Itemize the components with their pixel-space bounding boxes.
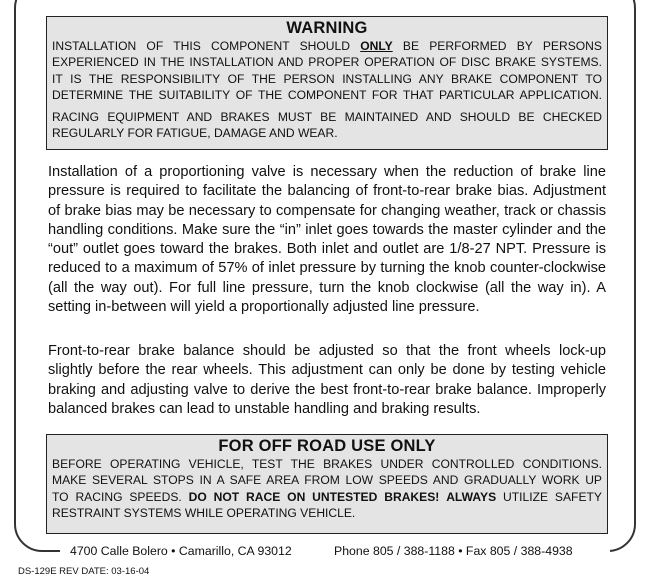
- body-paragraph-1: Installation of a proportioning valve is necessary when the reduction of brake line pressure is required to facilitate the balancing of front-to-rear brake bias. Adjustment of brake bias may be necessary to compensate for changing weather, track or chassis handling conditions. Make sure the “in” inlet goes towards the master cylinder and the “out” outlet goes toward the brakes. Both inlet and outlet are 1/8-27 NPT. Pressure is reduced to a maximum of 57% of inlet pressure by turning the knob counter-clockwise (all the way out). For full line pressure, turn the knob clockwise (all the way in). A setting in-between will yield a proportionally adjusted line pressure.: [48, 164, 606, 316]
- off-road-do-not-race: DO NOT RACE ON UNTESTED BRAKES!: [188, 489, 440, 504]
- warning-box: [46, 16, 608, 150]
- footer: [0, 544, 650, 564]
- off-road-always: ALWAYS: [446, 489, 497, 504]
- off-road-box: [46, 434, 608, 534]
- warning-only-emphasis: ONLY: [360, 39, 393, 53]
- footer-phone: Phone 805 / 388-1188 • Fax 805 / 388-4938: [334, 544, 573, 558]
- warning-title: WARNING: [286, 19, 368, 37]
- warning-line-5: RACING EQUIPMENT AND BRAKES MUST BE MAINTAINED AND SHOULD BE CHECKED: [52, 110, 602, 125]
- off-road-title: FOR OFF ROAD USE ONLY: [218, 437, 436, 455]
- off-road-line-2: MAKE SEVERAL STOPS IN A SAFE AREA FROM LOW SPEEDS AND GRADUALLY WORK UP: [52, 473, 602, 488]
- off-road-line-4: RESTRAINT SYSTEMS WHILE OPERATING VEHICLE.: [52, 505, 356, 520]
- warning-line-6: REGULARLY FOR FATIGUE, DAMAGE AND WEAR.: [52, 126, 338, 141]
- warning-line-1: INSTALLATION OF THIS COMPONENT SHOULD ONLY BE PERFORMED BY PERSONS: [52, 39, 602, 53]
- document-id: DS-129E REV DATE: 03-16-04: [18, 566, 150, 577]
- warning-line-2: EXPERIENCED IN THE INSTALLATION AND PROPER OPERATION OF DISC BRAKE SYSTEMS.: [52, 55, 602, 70]
- footer-address: 4700 Calle Bolero • Camarillo, CA 93012: [70, 544, 292, 558]
- off-road-line-1: BEFORE OPERATING VEHICLE, TEST THE BRAKES UNDER CONTROLLED CONDITIONS.: [52, 457, 602, 471]
- warning-line-3: IT IS THE RESPONSIBILITY OF THE PERSON INSTALLING ANY BRAKE COMPONENT TO: [52, 71, 602, 86]
- off-road-line-3: TO RACING SPEEDS. DO NOT RACE ON UNTESTED BRAKES! ALWAYS UTILIZE SAFETY: [52, 489, 602, 504]
- body-paragraph-2: Front-to-rear brake balance should be adjusted so that the front wheels lock-up slightly before the rear wheels. This adjustment can only be done by testing vehicle braking and adjusting valve to derive the best front-to-rear brake balance. Improperly balanced brakes can lead to unstable handling and braking results.: [48, 343, 606, 417]
- warning-line-4: DETERMINE THE SUITABILITY OF THE COMPONENT FOR THAT PARTICULAR APPLICATION.: [52, 87, 602, 102]
